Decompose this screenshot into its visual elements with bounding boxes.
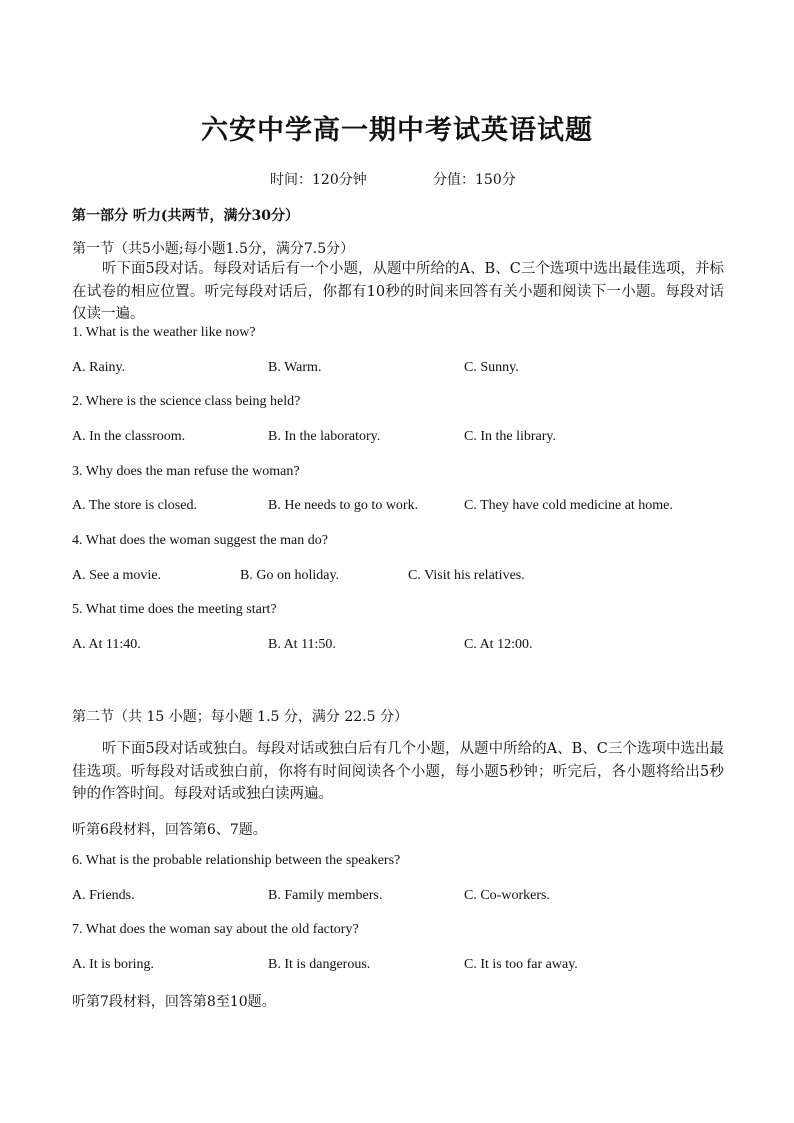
option-b: B. In the laboratory.	[268, 429, 381, 444]
question-stem: 5. What time does the meeting start?	[72, 602, 277, 617]
option-a: A. At 11:40.	[72, 637, 141, 652]
option-b: B. Warm.	[268, 360, 322, 375]
option-c: C. Visit his relatives.	[408, 568, 525, 583]
question-stem: 4. What does the woman suggest the man do?	[72, 533, 328, 548]
question-stem: 3. Why does the man refuse the woman?	[72, 464, 300, 479]
option-c: C. At 12:00.	[464, 637, 533, 652]
section1-instructions: 听下面5段对话。每段对话后有一个小题，从题中所给的A、B、C三个选项中选出最佳选项，并标在试卷的相应位置。听完每段对话后，你都有10秒的时间来回答有关小题和阅读下一小题。每段对话仅读一遍。	[72, 261, 724, 322]
material-7-instruction: 听第7段材料，回答第8至10题。	[72, 994, 276, 1010]
section2-instructions: 听下面5段对话或独白。每段对话或独白后有几个小题，从题中所给的A、B、C三个选项中选出最佳选项。听每段对话或独白前，你将有时间阅读各个小题，每小题5秒钟；听完后，各小题将给出5秒钟的作答时间。每段对话或独白读两遍。	[72, 741, 724, 802]
option-b: B. At 11:50.	[268, 637, 336, 652]
question-stem: 1. What is the weather like now?	[72, 325, 256, 340]
option-a: A. It is boring.	[72, 957, 155, 972]
exam-title: 六安中学高一期中考试英语试题	[201, 115, 593, 146]
exam-score: 分值：150分	[433, 172, 516, 188]
material-6-instruction: 听第6段材料，回答第6、7题。	[72, 822, 267, 838]
option-b: B. Family members.	[268, 888, 383, 903]
option-a: A. In the classroom.	[72, 429, 186, 444]
exam-time: 时间：120分钟	[270, 172, 367, 188]
section1-heading: 第一节（共5小题;每小题1.5分，满分7.5分）	[72, 241, 355, 257]
option-a: A. See a movie.	[72, 568, 162, 583]
section2-heading: 第二节（共 15 小题；每小题 1.5 分，满分 22.5 分）	[72, 709, 408, 725]
option-c: C. In the library.	[464, 429, 557, 444]
option-a: A. The store is closed.	[72, 498, 197, 513]
option-c: C. Sunny.	[464, 360, 519, 375]
option-b: B. It is dangerous.	[268, 957, 371, 972]
option-c: C. It is too far away.	[464, 957, 578, 972]
question-stem: 7. What does the woman say about the old factory?	[72, 922, 359, 937]
option-a: A. Rainy.	[72, 360, 126, 375]
part1-heading: 第一部分 听力(共两节，满分30分）	[72, 208, 299, 224]
option-c: C. They have cold medicine at home.	[464, 498, 673, 513]
option-c: C. Co-workers.	[464, 888, 550, 903]
option-a: A. Friends.	[72, 888, 135, 903]
option-b: B. Go on holiday.	[240, 568, 340, 583]
question-stem: 6. What is the probable relationship between the speakers?	[72, 853, 401, 868]
question-stem: 2. Where is the science class being held?	[72, 394, 301, 409]
option-b: B. He needs to go to work.	[268, 498, 419, 513]
